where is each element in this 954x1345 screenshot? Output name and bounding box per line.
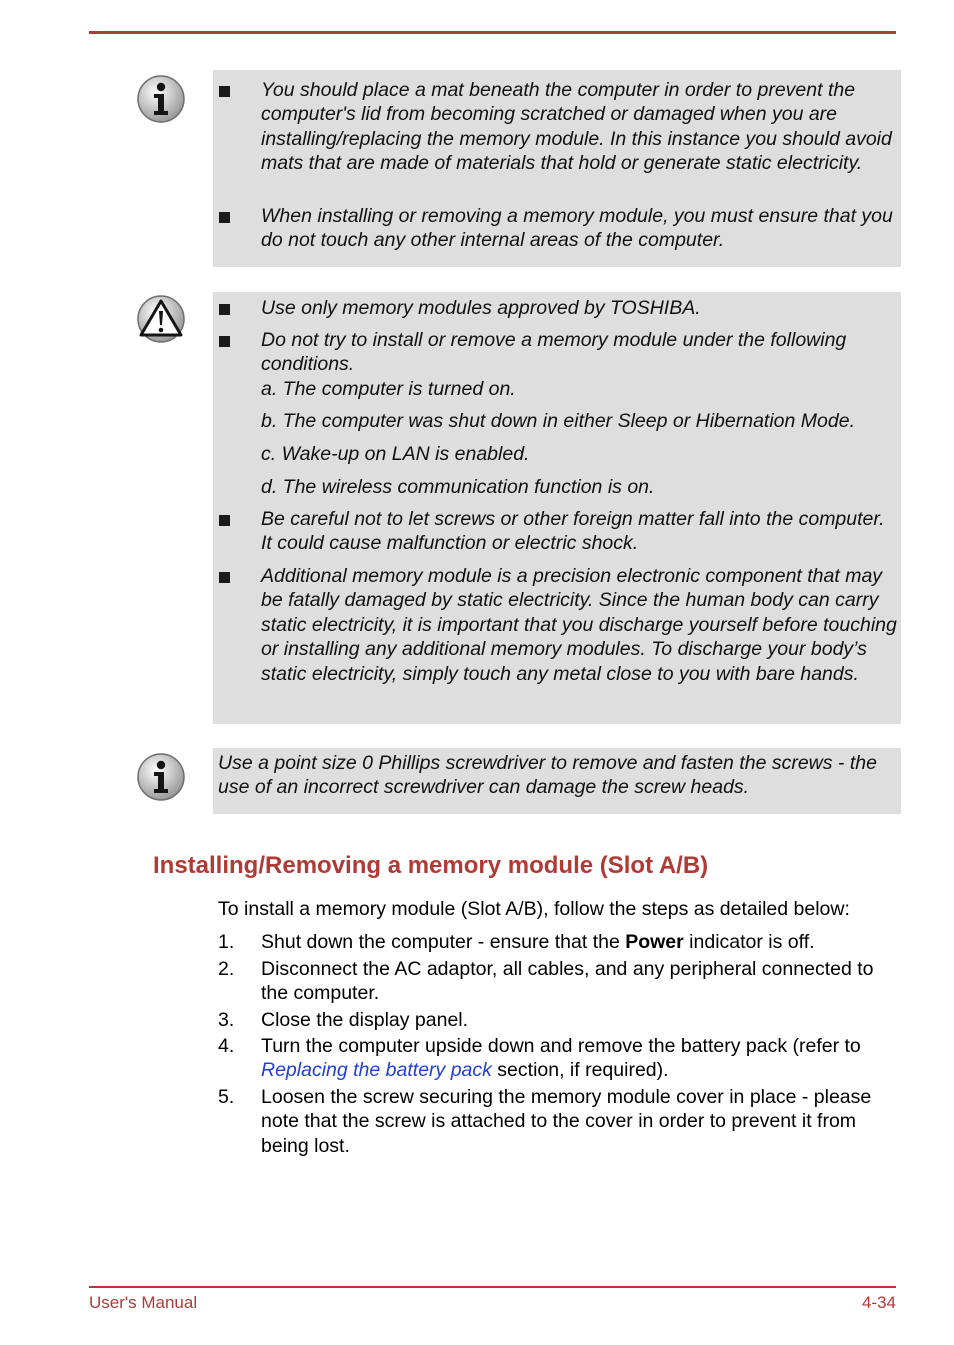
- step-text: Close the display panel.: [261, 1009, 469, 1031]
- bullet-icon: [219, 336, 230, 347]
- step-text: Shut down the computer - ensure that the Power indicator is off.: [261, 931, 815, 953]
- step-number: 3.: [218, 1009, 235, 1031]
- note-text: Additional memory module is a precision electronic component that may be fatally damaged by static electricity. Since the human body can carry static electricity, it is important that you discharge yourself before touching or installing any additional memory modules. To discharge your body’s static electricity, simply touch any metal close to you with bare hands.: [261, 565, 897, 685]
- section-heading: Installing/Removing a memory module (Slot A/B): [153, 852, 709, 879]
- footer-rule: [89, 1286, 896, 1288]
- info-icon: [136, 752, 186, 802]
- step-number: 2.: [218, 958, 235, 980]
- note-text: You should place a mat beneath the computer in order to prevent the computer's lid from becoming scratched or damaged when you are installing/replacing the memory module. In this instance you should avoid mats that are made of materials that hold or generate static electricity.: [261, 79, 892, 175]
- bullet-icon: [219, 304, 230, 315]
- step-number: 4.: [218, 1035, 235, 1057]
- power-label: Power: [625, 931, 684, 953]
- header-rule: [89, 31, 896, 34]
- condition-item: c. Wake-up on LAN is enabled.: [261, 443, 530, 465]
- note-text: Do not try to install or remove a memory module under the following conditions.: [261, 329, 847, 376]
- bullet-icon: [219, 212, 230, 223]
- note-text: Be careful not to let screws or other foreign matter fall into the computer. It could cause malfunction or electric shock.: [261, 508, 885, 555]
- bullet-icon: [219, 572, 230, 583]
- condition-item: a. The computer is turned on.: [261, 378, 516, 400]
- step-text: Turn the computer upside down and remove the battery pack (refer to Replacing the battery pack section, if required).: [261, 1035, 861, 1082]
- bullet-icon: [219, 86, 230, 97]
- page-number: 4-34: [861, 1293, 896, 1312]
- note-box-2: [213, 292, 901, 724]
- intro-text: To install a memory module (Slot A/B), follow the steps as detailed below:: [218, 898, 850, 920]
- note-text: When installing or removing a memory module, you must ensure that you do not touch any other internal areas of the computer.: [261, 205, 893, 252]
- step-text: Disconnect the AC adaptor, all cables, and any peripheral connected to the computer.: [261, 958, 874, 1005]
- condition-item: b. The computer was shut down in either Sleep or Hibernation Mode.: [261, 410, 855, 432]
- condition-item: d. The wireless communication function is on.: [261, 476, 655, 498]
- footer-title: User's Manual: [89, 1293, 198, 1312]
- bullet-icon: [219, 515, 230, 526]
- step-number: 1.: [218, 931, 235, 953]
- battery-pack-link[interactable]: Replacing the battery pack: [261, 1059, 492, 1082]
- note-box-1: [213, 70, 901, 267]
- note-box-3: [213, 748, 901, 814]
- info-icon: [136, 74, 186, 124]
- note-text: Use only memory modules approved by TOSHIBA.: [261, 297, 701, 319]
- warning-icon: [136, 294, 186, 344]
- note-text: Use a point size 0 Phillips screwdriver to remove and fasten the screws - the use of an incorrect screwdriver can damage the screw heads.: [218, 752, 877, 799]
- step-text: Loosen the screw securing the memory module cover in place - please note that the screw is attached to the cover in order to prevent it from being lost.: [261, 1086, 872, 1157]
- step-number: 5.: [218, 1086, 235, 1108]
